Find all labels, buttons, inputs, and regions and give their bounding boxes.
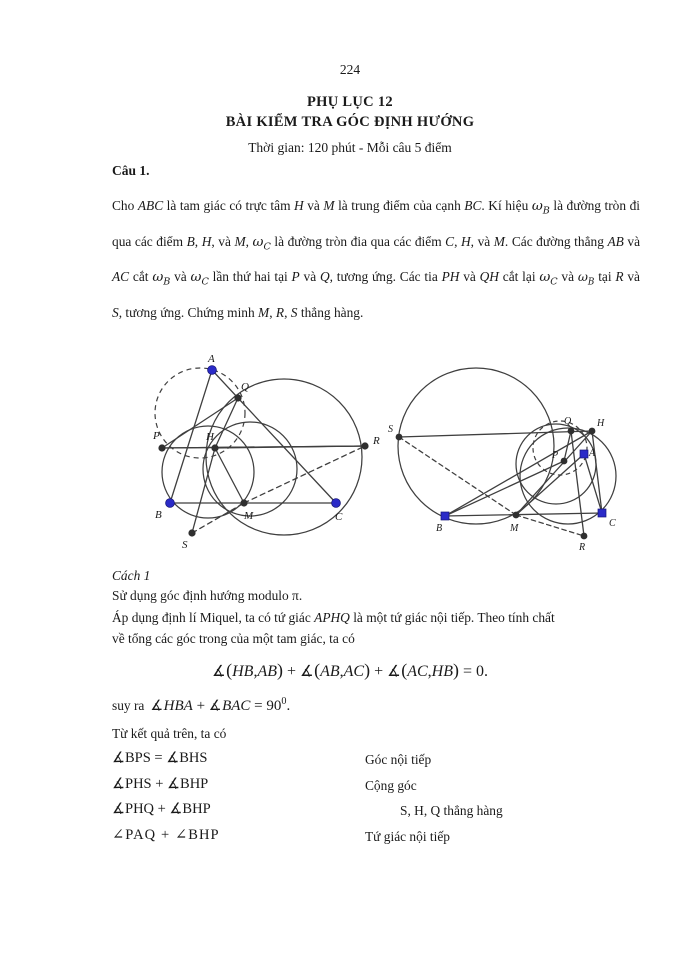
eq-term1b: AB	[257, 663, 277, 680]
derivation-expression: ∡BPS = ∡BHS	[112, 750, 208, 766]
ps-t14: và	[623, 233, 641, 249]
ps-r: R	[615, 269, 624, 285]
ps-t20: và	[459, 269, 480, 285]
ps-h3: H	[461, 233, 471, 249]
ps-t27: ,	[284, 305, 291, 321]
derivation-row	[112, 801, 640, 827]
point-r	[581, 533, 588, 540]
title-block	[0, 92, 700, 157]
figures-container	[140, 352, 652, 568]
label-a: A	[589, 448, 596, 459]
label-p: P	[153, 430, 160, 442]
ps-t17: lần thứ hai tại	[208, 269, 292, 285]
omega-b-1: $\omega_B$	[531, 199, 550, 217]
label-b: B	[436, 523, 443, 534]
omega-c-3: $\omega_C$	[539, 270, 558, 289]
ps-qh: QH	[479, 269, 499, 285]
eq-comma-1: ,	[253, 663, 258, 680]
point-a	[208, 366, 217, 375]
omega-c-2: $\omega_C$	[190, 270, 209, 289]
ps-t28: thẳng hàng.	[297, 305, 364, 321]
ps-b: B	[186, 233, 195, 249]
ps-t16: và	[170, 269, 191, 285]
angle-glyph-1: ∡	[212, 662, 226, 680]
ps-t7: ,	[194, 233, 202, 249]
ps-t26: ,	[269, 305, 276, 321]
method-label: Cách 1	[112, 568, 151, 583]
appendix-title: PHỤ LỤC 12	[307, 94, 393, 110]
dashed-m-r-right	[516, 515, 584, 536]
derivation-reason: S, H, Q thẳng hàng	[400, 803, 503, 818]
proof-line-1: Sử dụng góc định hướng modulo π.	[112, 588, 303, 603]
point-c	[332, 499, 341, 508]
derivation-row	[112, 827, 640, 853]
ps-s2: S	[290, 305, 298, 321]
segment-q-c	[238, 398, 336, 503]
derivation-expression: ∠PAQ + ∠BHP	[112, 826, 220, 843]
eq-term3b: HB	[431, 663, 453, 680]
suy-ra-plus: +	[196, 698, 206, 714]
ps-t4: là trung điểm của cạnh	[334, 198, 465, 213]
suy-ra-angle1: HBA	[163, 698, 193, 714]
suy-ra-expression	[150, 698, 290, 714]
question-label: Câu 1.	[112, 163, 150, 178]
eq-comma-3: ,	[427, 663, 432, 680]
ps-ab: AB	[607, 233, 624, 249]
label-q: Q	[241, 381, 249, 393]
suy-ra-value: 90	[266, 698, 282, 714]
point-c	[598, 509, 606, 517]
eq-comma-2: ,	[339, 663, 344, 680]
ps-t1: Cho	[112, 198, 138, 213]
dashed-m-r	[244, 446, 365, 503]
eq-term1a: HB	[232, 663, 254, 680]
point-p	[158, 444, 165, 451]
proof-line-2	[112, 607, 640, 628]
ps-t6: là đường tròn đi qua các điểm	[112, 198, 641, 249]
derivation-expression: ∡PHQ + ∡BHP	[112, 801, 211, 817]
ps-ph: PH	[441, 269, 460, 285]
problem-statement	[112, 191, 640, 328]
label-m: M	[244, 510, 254, 522]
ps-r2: R	[275, 305, 285, 321]
ps-q: Q	[319, 269, 330, 285]
derivation-row	[112, 776, 640, 802]
label-q: Q	[564, 416, 572, 427]
ps-t2: là tam giác có trực tâm	[163, 198, 295, 213]
point-h	[211, 444, 218, 451]
label-h: H	[206, 431, 214, 443]
derivation-reason: Tứ giác nội tiếp	[365, 828, 450, 844]
point-s	[396, 434, 403, 441]
displayed-equation: ∡(HB,AB) + ∡(AB,AC) + ∡(AC,HB) = 0.	[212, 660, 488, 680]
ps-s: S	[112, 305, 119, 321]
label-c: C	[335, 511, 343, 523]
ps-t15: cắt	[129, 269, 153, 285]
point-m	[240, 499, 247, 506]
suy-ra-line	[112, 696, 290, 715]
label-m: M	[510, 523, 519, 534]
label-a: A	[208, 353, 215, 365]
label-s: S	[388, 424, 393, 435]
label-s: S	[182, 539, 188, 551]
segment-a-q	[212, 370, 238, 398]
ps-t19: , tương ứng. Các tia	[329, 269, 442, 285]
segment-m-a	[516, 454, 584, 515]
page-number: 224	[339, 62, 361, 77]
label-h: H	[597, 418, 605, 429]
angle-glyph-5: ∡	[208, 698, 222, 714]
label-c: C	[609, 518, 616, 529]
ps-m3: M	[493, 233, 505, 249]
proof-line-2a: Áp dụng định lí Miquel, ta có tứ giác	[112, 610, 315, 625]
point-s	[188, 529, 195, 536]
segment-b-c	[445, 513, 602, 516]
eq-term3a: AC	[407, 663, 428, 680]
ps-m: M	[323, 198, 335, 213]
segment-h-m	[215, 448, 244, 503]
circle-hmq	[203, 422, 297, 516]
ps-t18: và	[299, 269, 320, 285]
geometry-figure-right	[388, 358, 640, 564]
point-m	[513, 512, 520, 519]
suy-ra-exponent: 0	[281, 696, 287, 707]
proof-section	[112, 566, 640, 649]
label-b: B	[155, 509, 162, 521]
point-q	[568, 428, 575, 435]
ps-abc: ABC	[137, 198, 164, 213]
ps-t12: , và	[470, 233, 494, 249]
eq-term2b: AC	[343, 663, 365, 680]
suy-ra-equals: =	[254, 698, 263, 714]
point-b	[166, 499, 175, 508]
eq-term2a: AB	[320, 663, 340, 680]
point-a	[580, 450, 588, 458]
dashed-s-m-right	[399, 437, 516, 515]
derivation-expression: ∡PHS + ∡BHP	[112, 775, 209, 792]
segment-h-c	[592, 431, 602, 513]
ps-t24: và	[623, 269, 641, 285]
suy-ra-period: .	[286, 698, 291, 714]
ps-t23: tại	[594, 269, 616, 285]
ps-t11: ,	[454, 233, 461, 249]
exam-subtitle: Thời gian: 120 phút - Mỗi câu 5 điểm	[248, 140, 452, 155]
suy-ra-angle2: BAC	[222, 698, 251, 714]
angle-glyph-4: ∡	[150, 698, 164, 714]
derivation-reason: Góc nội tiếp	[365, 752, 432, 767]
derivation-row	[112, 750, 640, 776]
angle-glyph-2: ∡	[300, 662, 314, 680]
ps-h: H	[294, 198, 304, 213]
ps-t13: . Các đường thẳng	[504, 233, 608, 249]
omega-b-2: $\omega_B$	[152, 270, 171, 289]
label-r: R	[579, 542, 586, 553]
ps-ac: AC	[112, 269, 130, 285]
point-b	[441, 512, 449, 520]
point-p	[561, 458, 568, 465]
tu-ket-qua-line: Từ kết quả trên, ta có	[112, 726, 227, 741]
ps-t10: là đường tròn đia qua các điểm	[270, 233, 446, 249]
ps-t25: , tương ứng. Chứng minh	[118, 305, 259, 321]
angle-glyph-3: ∡	[387, 662, 401, 680]
ps-h2: H	[201, 233, 212, 249]
line-s-h	[399, 431, 592, 437]
point-r	[361, 442, 368, 449]
point-q	[234, 394, 241, 401]
ps-bc: BC	[464, 198, 482, 213]
geometry-figure-left	[140, 352, 390, 564]
ps-c: C	[445, 233, 455, 249]
segment-a-c	[584, 454, 602, 513]
ps-t21: cắt lại	[498, 269, 540, 285]
derivation-reason: Cộng góc	[365, 777, 417, 793]
proof-line-3: về tổng các góc trong của một tam giác, ta có	[112, 631, 355, 646]
proof-line-2c: là một tứ giác nội tiếp. Theo tính chất	[349, 610, 555, 625]
eq-rhs: = 0.	[462, 663, 488, 680]
ps-m4: M	[258, 305, 270, 321]
suy-ra-prefix: suy ra	[112, 698, 145, 713]
ps-p: P	[291, 269, 300, 285]
label-p: P	[552, 450, 559, 461]
derivation-table	[112, 750, 640, 852]
label-r: R	[373, 435, 380, 447]
ps-t8: , và	[211, 233, 235, 249]
ps-t5: . Kí hiệu	[481, 198, 532, 213]
ps-t3: và	[303, 198, 324, 213]
quad-aphq: APHQ	[314, 610, 350, 625]
omega-b-3: $\omega_B$	[577, 270, 595, 288]
ps-m2: M	[234, 233, 246, 249]
exam-title: BÀI KIỂM TRA GÓC ĐỊNH HƯỚNG	[225, 114, 475, 130]
point-h	[589, 428, 596, 435]
ps-t9: ,	[245, 233, 253, 249]
ps-t22: và	[557, 269, 578, 285]
omega-c-1: $\omega_C$	[252, 234, 271, 253]
